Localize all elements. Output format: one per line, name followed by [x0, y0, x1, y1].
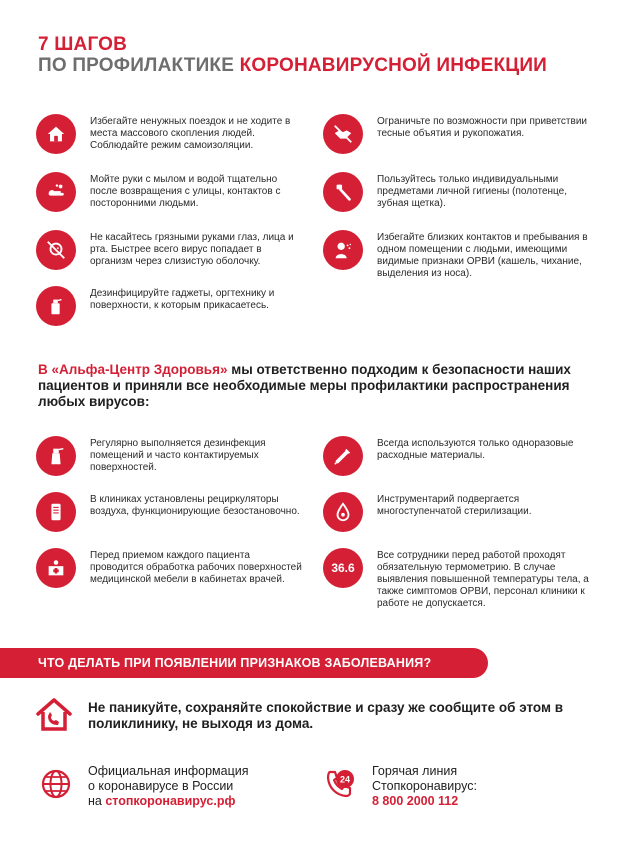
alert-block: [34, 694, 594, 738]
step-item: [323, 230, 593, 279]
sterilization-drop-icon: [323, 492, 363, 532]
hotline-text: [372, 764, 477, 809]
clinic-intro: [38, 362, 588, 410]
section-banner-text: ЧТО ДЕЛАТЬ ПРИ ПОЯВЛЕНИИ ПРИЗНАКОВ ЗАБОЛЕВАНИЯ?: [38, 656, 432, 670]
thermometer-icon: [323, 548, 363, 588]
clinic-brand: В «Альфа-Центр Здоровья»: [38, 362, 228, 377]
official-info-line-2: о коронавирусе в России: [88, 779, 234, 793]
hotline-phone[interactable]: 8 800 2000 112: [372, 794, 459, 808]
measure-item: [36, 548, 306, 594]
spray-bottle-icon: [36, 436, 76, 476]
step-item: [36, 172, 306, 218]
hotline: [324, 764, 584, 814]
measure-text: Перед приемом каждого пациента проводится обработка рабочих поверхностей медицинской мебели в кабинетах врачей.: [90, 550, 302, 585]
sneezing-person-icon: [323, 230, 363, 270]
official-info-line-1: Официальная информация: [88, 764, 249, 778]
hotline-line-2: Стопкоронавирус:: [372, 779, 477, 793]
measure-item: [36, 492, 306, 538]
title-line-2-prefix: ПО ПРОФИЛАКТИКЕ: [38, 55, 240, 76]
step-text: Мойте руки с мылом и водой тщательно после возвращения с улицы, контактов с посторонними людьми.: [90, 174, 281, 209]
step-text: Избегайте близких контактов и пребывания в одном помещении с людьми, имеющими видимые признаки ОРВИ (кашель, чихание, выделения из носа).: [377, 232, 588, 279]
step-item: [323, 114, 593, 160]
hand-wash-icon: [36, 172, 76, 212]
measure-text: Всегда используются только одноразовые расходные материалы.: [377, 438, 574, 461]
measure-text: Регулярно выполняется дезинфекция помещений и часто контактируемых поверхностей.: [90, 438, 266, 473]
step-item: [36, 286, 306, 332]
section-banner: [0, 648, 488, 678]
syringe-icon: [323, 436, 363, 476]
measure-text: В клиниках установлены рециркуляторы воздуха, функционирующие безостановочно.: [90, 494, 300, 517]
measure-item: [323, 436, 593, 482]
measure-text: Все сотрудники перед работой проходят обязательную термометрию. В случае выявления повышенной температуры тела, а также симптомов ОРВИ, персонал клиники к работе не допускается.: [377, 550, 589, 609]
hotline-badge: 24: [339, 774, 351, 785]
title-line-2: [38, 55, 547, 77]
official-site-link[interactable]: стопкоронавирус.рф: [105, 794, 236, 808]
alert-text: Не паникуйте, сохраняйте спокойствие и сразу же сообщите об этом в поликлинику, не выходя из дома.: [88, 700, 564, 731]
handshake-crossed-icon: [323, 114, 363, 154]
official-info-prefix: на: [88, 794, 106, 808]
disinfect-spray-icon: [36, 286, 76, 326]
air-recirculator-icon: [36, 492, 76, 532]
step-item: [36, 114, 306, 160]
globe-icon: [40, 768, 72, 800]
step-item: [323, 172, 593, 218]
page-title: [38, 34, 547, 77]
step-text: Пользуйтесь только индивидуальными предметами личной гигиены (полотенце, зубная щетка).: [377, 174, 568, 209]
hotline-line-1: Горячая линия: [372, 764, 458, 778]
house-phone-icon: [34, 694, 74, 734]
clinic-intro-text: мы ответственно подходим к безопасности наших пациентов и приняли все необходимые меры профилактики распространения любых вирусов:: [38, 362, 571, 409]
official-info: [40, 764, 290, 814]
title-line-2-accent: КОРОНАВИРУСНОЙ ИНФЕКЦИИ: [239, 55, 548, 76]
measure-text: Инструментарий подвергается многоступенчатой стерилизации.: [377, 494, 532, 517]
step-text: Дезинфицируйте гаджеты, оргтехнику и поверхности, к которым прикасаетесь.: [90, 288, 275, 311]
measure-item: [36, 436, 306, 482]
medical-desk-icon: [36, 548, 76, 588]
hotline-24-icon: [324, 768, 356, 800]
measure-item: [323, 548, 593, 609]
official-info-text: [88, 764, 249, 809]
no-face-touch-icon: [36, 230, 76, 270]
measure-item: [323, 492, 593, 538]
official-info-line-3: [88, 794, 249, 809]
step-text: Не касайтесь грязными руками глаз, лица и рта. Быстрее всего вирус попадает в организм через слизистую оболочку.: [90, 232, 294, 267]
step-text: Ограничьте по возможности при приветствии тесные объятия и рукопожатия.: [377, 116, 587, 139]
thermometer-badge: 36.6: [331, 561, 355, 575]
step-item: [36, 230, 306, 276]
toothbrush-icon: [323, 172, 363, 212]
house-icon: [36, 114, 76, 154]
step-text: Избегайте ненужных поездок и не ходите в места массового скопления людей. Соблюдайте режим самоизоляции.: [90, 116, 291, 151]
title-line-1: 7 ШАГОВ: [38, 34, 128, 55]
